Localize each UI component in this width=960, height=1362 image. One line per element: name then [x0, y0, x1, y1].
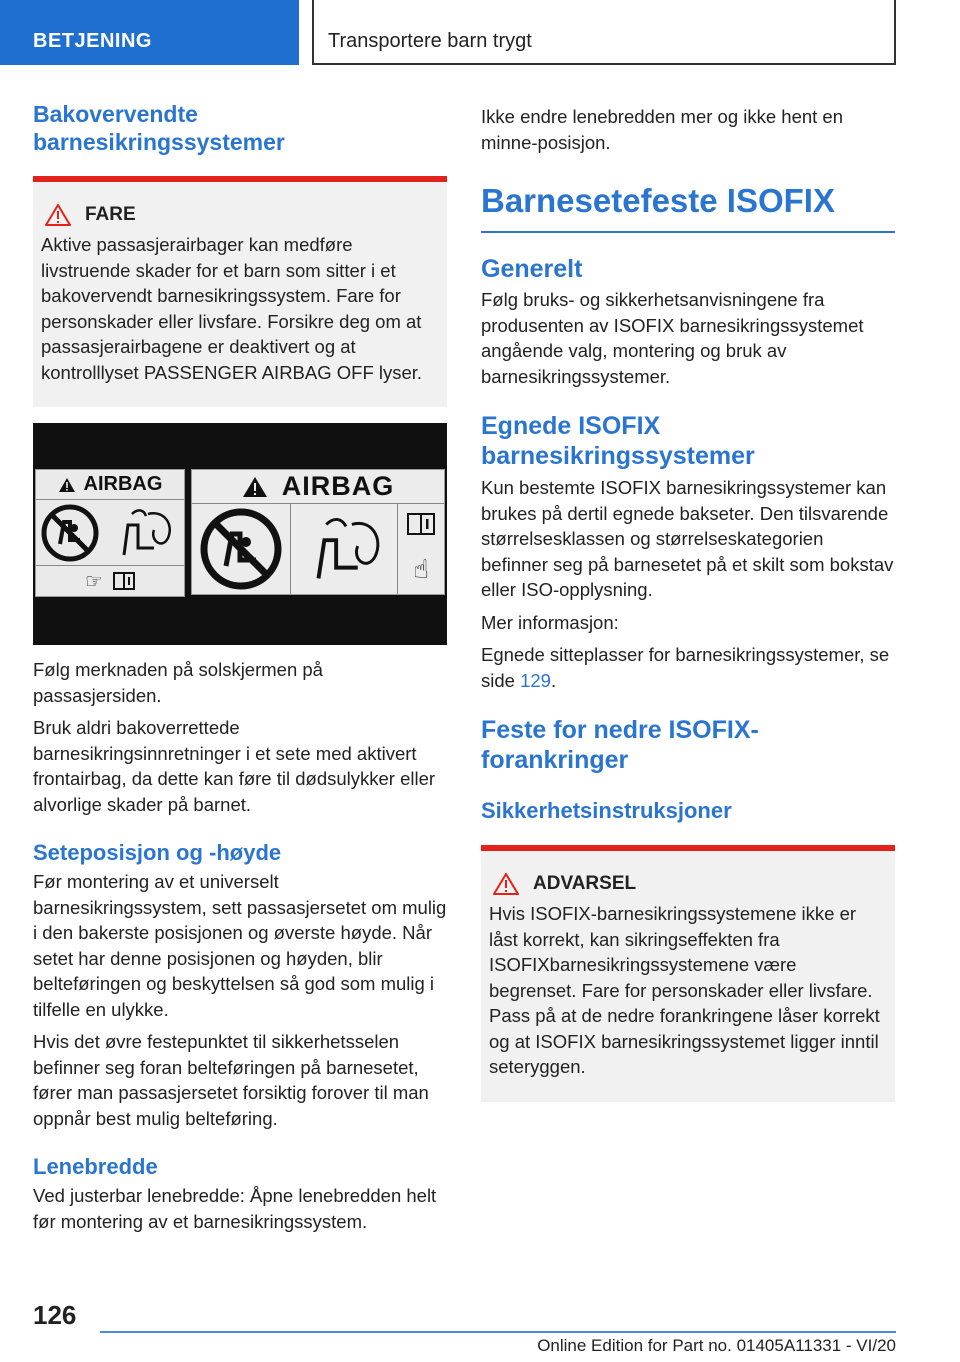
left-column — [33, 100, 447, 1234]
heading-safety-instructions: Sikkerhetsinstruksjoner — [481, 798, 732, 823]
warning-triangle-icon — [58, 477, 76, 493]
danger-label: FARE — [85, 204, 136, 225]
no-child-seat-icon — [192, 504, 290, 594]
heading-seat-position: Seteposisjon og -høyde — [33, 840, 282, 865]
airbag-decal-small — [35, 469, 185, 597]
reference-suffix: . — [550, 669, 557, 691]
airbag-label-small: AIRBAG — [83, 473, 163, 495]
paragraph-more-info: Mer informasjon: — [481, 611, 619, 633]
warning-triangle-icon — [242, 476, 268, 498]
airbag-deploy-icon — [290, 504, 398, 594]
paragraph-general: Følg bruks- og sikkerhetsanvisningene fra produsenten av ISOFIX barnesikringssystemet angående valg, montering og bruk av barnesikringssystemer. — [481, 289, 864, 387]
footer-rule — [100, 1331, 896, 1333]
warning-header — [489, 873, 887, 895]
airbag-label-large: AIRBAG — [281, 471, 395, 501]
paragraph-memory-position: Ikke endre lenebredden mer og ikke hent en minne-posisjon. — [481, 106, 844, 153]
danger-header — [41, 204, 439, 226]
chapter-title: Transportere barn trygt — [312, 0, 896, 65]
pointing-hand-icon: ☝ — [413, 553, 429, 584]
manual-book-icon — [113, 572, 135, 590]
airbag-label-photo — [33, 423, 447, 645]
chapter-heading-isofix: Barnesetefeste ISOFIX — [481, 181, 895, 233]
page-link-129[interactable]: 129 — [520, 669, 551, 691]
paragraph-backrest-width: Ved justerbar lenebredde: Åpne lenebredden helt før montering av et barnesikringssystem. — [33, 1185, 437, 1232]
paragraph-seat-position: Før montering av et universelt barnesikringssystem, sett passasjersetet om mulig i den bakerste posisjonen og øverste høyde. Når setet har denne posisjonen og høyden, blir belteføringen og beskyttelsen så god som mulig i tilfelle en ulykke. — [33, 871, 447, 1020]
warning-label: ADVARSEL — [533, 873, 637, 894]
danger-text: Aktive passasjerairbager kan medføre livstruende skader for et barn som sitter i et bakovervendt barnesikringssystem. Fare for personskader eller livsfare. Forsikre deg om at passasjerairbagene er deaktivert og at kontrolllyset PASSENGER AIRBAG OFF lyser. — [41, 234, 423, 383]
right-column — [481, 100, 895, 1102]
pointing-hand-icon: ☞ — [85, 570, 103, 593]
warning-triangle-icon — [493, 873, 519, 895]
airbag-deploy-icon — [104, 500, 184, 566]
paragraph-page-reference — [481, 642, 895, 693]
paragraph-sunvisor-note: Følg merknaden på solskjermen på passasjersiden. — [33, 659, 323, 706]
paragraph-never-rear-facing: Bruk aldri bakoverrettede barnesikringsinnretninger i et sete med aktivert frontairbag, da dette kan føre til dødsulykker eller alvorlige skader på barnet. — [33, 717, 436, 815]
heading-rear-facing: Bakovervendte barnesikringssystemer — [33, 101, 285, 155]
airbag-decal-large — [191, 469, 445, 595]
heading-lower-anchors: Feste for nedre ISOFIX-forankringer — [481, 716, 759, 774]
no-child-seat-icon — [36, 500, 104, 566]
paragraph-suitable-isofix: Kun bestemte ISOFIX barnesikringssystemer kan brukes på dertil egnede bakseter. Den tilsvarende størrelsesklassen og størrelseskategorien befinner seg på barnesetet på et skilt som bokstav eller ISO-opplysning. — [481, 477, 894, 600]
manual-book-icon — [407, 513, 435, 535]
heading-general: Generelt — [481, 255, 583, 283]
heading-suitable-isofix: Egnede ISOFIX barnesikringssystemer — [481, 412, 755, 470]
footer-edition: Online Edition for Part no. 01405A11331 - VI/20 — [537, 1336, 896, 1355]
reference-text: Egnede sitteplasser for barnesikringssystemer, se side — [481, 644, 890, 691]
page-number: 126 — [33, 1300, 77, 1330]
warning-box — [481, 845, 895, 1102]
paragraph-upper-anchor: Hvis det øvre festepunktet til sikkerhetsselen befinner seg foran belteføringen på barnesetet, fører man passasjersetet forsiktig forover til man oppnår best mulig belteføring. — [33, 1031, 429, 1129]
warning-triangle-icon — [45, 204, 71, 226]
danger-box — [33, 176, 447, 407]
heading-backrest-width: Lenebredde — [33, 1154, 158, 1179]
warning-text: Hvis ISOFIX-barnesikringssystemene ikke er låst korrekt, kan sikringseffekten fra ISOFIXbarnesikringssystemene være begrenset. Fare for personskader eller livsfare. Pass på at de nedre forankringene låser korrekt og at ISOFIX barnesikringssystemet ligger inntil seteryggen. — [489, 903, 880, 1077]
section-tab[interactable]: BETJENING — [0, 0, 299, 65]
